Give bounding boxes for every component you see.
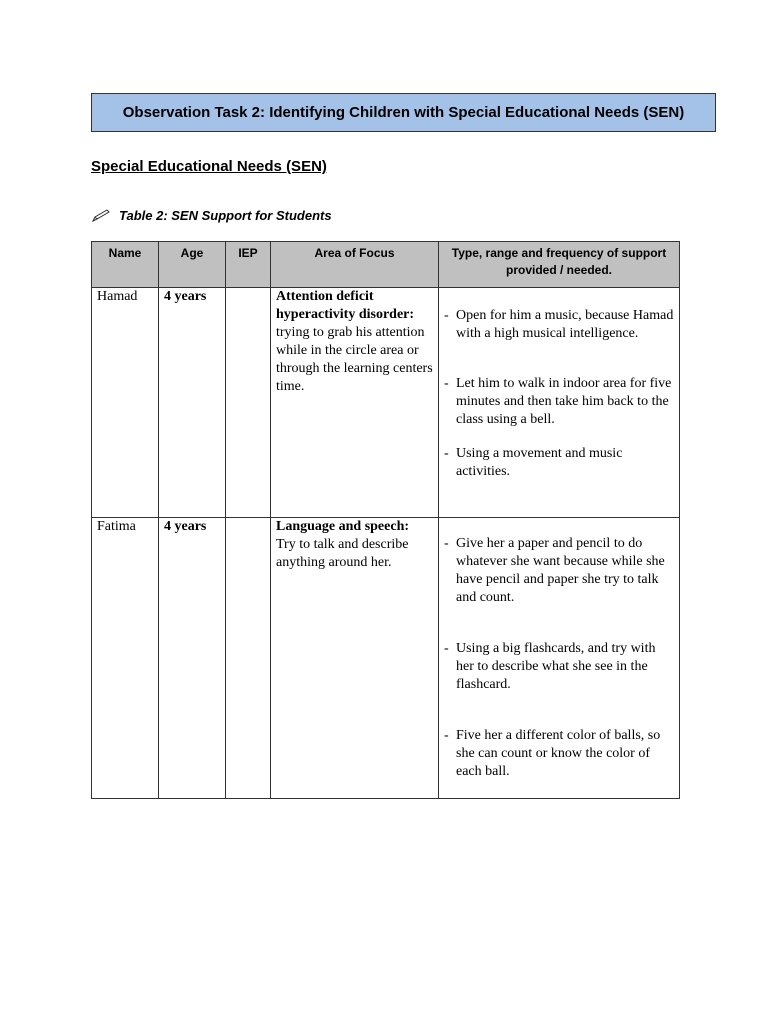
focus-title: Language and speech: [276,519,410,534]
col-header-age: Age [159,242,226,288]
cell-name: Hamad [92,288,159,518]
table-row [92,518,680,799]
cell-support [439,288,680,518]
page-title: Observation Task 2: Identifying Children with Special Educational Needs (SEN) [122,104,685,121]
focus-title: Attention deficit hyperactivity disorder: [276,289,415,322]
table-caption [91,208,332,223]
support-item: - Let him to walk in indoor area for five minutes and then take him back to the class using a bell. [444,375,674,429]
cell-area-of-focus [271,518,439,799]
caption-text: Table 2: SEN Support for Students [119,208,332,223]
support-item: - Using a movement and music activities. [444,445,674,481]
section-heading: Special Educational Needs (SEN) [91,158,327,175]
col-header-name: Name [92,242,159,288]
focus-description: trying to grab his attention while in the circle area or through the learning centers time. [276,325,433,394]
cell-area-of-focus [271,288,439,518]
table-header-row [92,242,680,288]
support-item: - Give her a paper and pencil to do whatever she want because while she have pencil and paper she try to talk and count. [444,535,674,607]
cell-age: 4 years [159,288,226,518]
cell-support [439,518,680,799]
cell-name: Fatima [92,518,159,799]
focus-description: Try to talk and describe anything around her. [276,537,409,570]
support-list [444,307,674,481]
support-item: - Five her a different color of balls, so she can count or know the color of each ball. [444,727,674,781]
col-header-area-of-focus: Area of Focus [271,242,439,288]
pencil-icon [91,209,111,223]
support-item: - Open for him a music, because Hamad with a high musical intelligence. [444,307,674,343]
col-header-iep: IEP [226,242,271,288]
table-row [92,288,680,518]
sen-support-table [91,241,680,799]
support-item: - Using a big flashcards, and try with her to describe what she see in the flashcard. [444,640,674,694]
col-header-support: Type, range and frequency of support provided / needed. [439,242,680,288]
cell-iep [226,518,271,799]
cell-age: 4 years [159,518,226,799]
page-title-box [91,93,716,132]
cell-iep [226,288,271,518]
support-list [444,535,674,781]
